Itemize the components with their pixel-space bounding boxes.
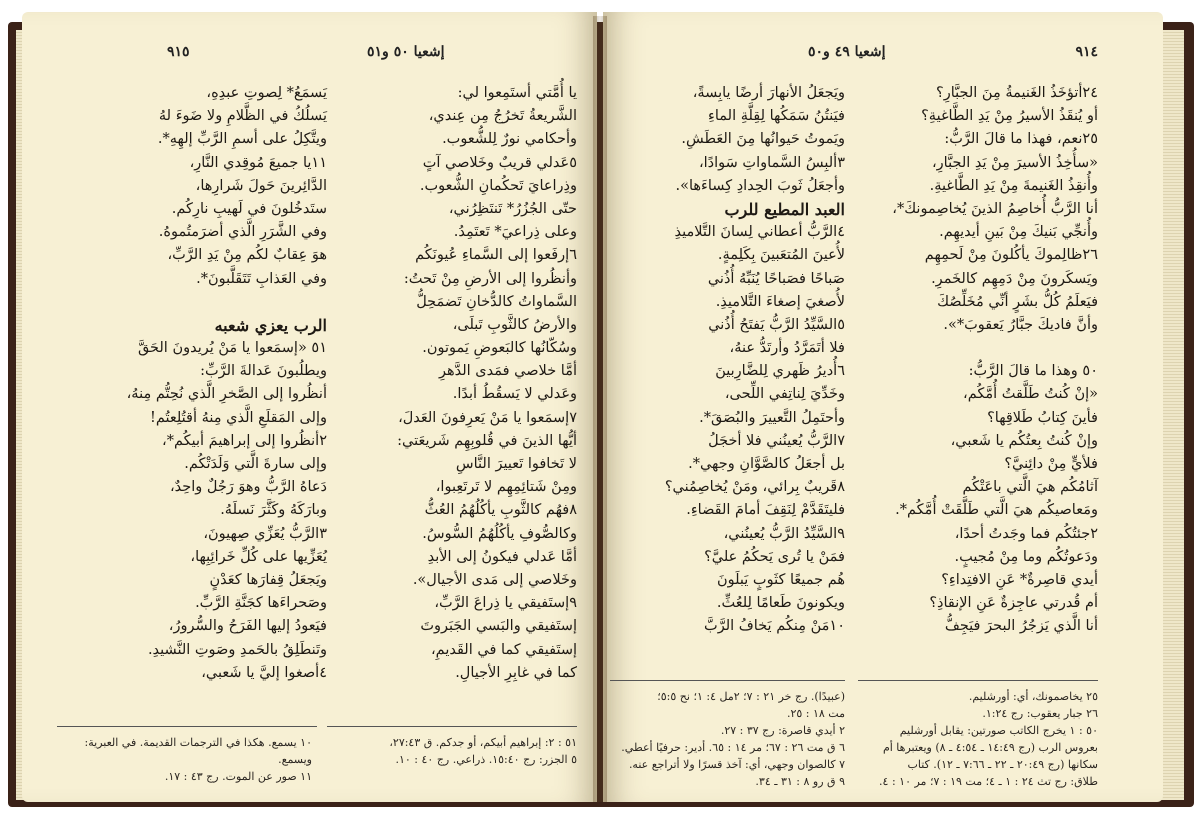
footnote-line: ٦ ق مت ٢٦ : ٦٧؛ مر ١٤ : ٦٥. أدير: حرفيًا أعطي. [621,741,845,754]
verse-line: إستَفيقي والبَسي الجَبَروتَ [420,618,577,635]
verse-line: وفي العَذابِ تَتَقَلَّبونَ*. [196,270,327,287]
verse-line: ٣الرَّبُّ يُعَزِّي صِهيونَ، [203,525,327,542]
verse-line: فمَنْ يا تُرى يَحكُمُ عليَّ؟ [704,548,845,565]
verse-line: دَعاهُ الرَّبُّ وهوَ رَجُلٌ واحِدٌ، [169,479,327,496]
text-column-left [665,82,845,639]
verse-line: أمَّا عَدلي فيكونُ إلى الأبدِ [427,548,577,565]
text-column-left [127,82,327,685]
verse-line: فيَعودُ إليها الفَرَحُ والسُّرورُ، [168,618,327,635]
verse-line: ١٠مَنْ مِنكُم يَخافُ الرَّبَّ [704,618,845,635]
verse-line: لا تَخافوا تَعييرَ النَّاسِ [455,456,577,472]
footnote-rule [610,680,845,681]
verse-line: ومِنْ شَتائِمِهِم لا تَرتَعِبوا، [435,479,577,496]
verse-line: أنظُروا إلى الصَّخرِ الَّذي نُحِتُّم مِنهُ، [126,386,327,403]
verse-line: ويتَّكِلُ على أسمِ الرَّبِّ إلهِهِ*. [157,131,327,148]
verse-line: ٥عَدلي قريبٌ وخَلاصي آتٍ [422,154,577,171]
footnote-line: ٢ أيدي قاصرة: رج ٣٧ : ٢٧. [720,724,845,737]
verse-line: يَسمَعُ* لِصوتِ عبدِهِ، [206,85,327,101]
right-page-header [603,44,1163,66]
verse-line: ٢أنظُروا إلى إبراهيمَ أبيكُم*، [162,432,327,449]
verse-line: ٥السَّيِّدُ الرَّبُّ يَفتَحُ أُذُني [708,316,845,333]
page-number: ٩١٥ [167,44,190,60]
verse-line: وصَحراءَها كجَنَّةِ الرَّبِّ. [195,595,327,612]
blank-line [892,337,1098,360]
verse-line: ٢٦ظالِموكَ يأكُلونَ مِنْ لَحمِهِم [924,247,1098,264]
verse-line: ويَسكَرونَ مِنْ دَمِهِم كالخَمرِ. [931,270,1098,287]
footnote-line: ٢٦ جبار يعقوب: رج ١:٢٤. [982,707,1098,720]
verse-line: صَباحًا فصَباحًا يُنَبِّهُ أُذُني [707,270,845,287]
footnotes-right [389,734,577,768]
verse-line: وفي الشَّرَرِ الَّذي أضرَمتُموهُ. [158,224,327,241]
verse-line: ٦إرفَعوا إلى السَّماءِ عُيونَكُم [415,247,577,264]
verse-line: وإلى المَقلَعِ الَّذي مِنهُ أقتُلِعتُم! [150,409,327,426]
verse-line: السَّماواتُ كالدُّخانِ تَضمَحِلُّ [416,293,577,310]
verse-line: وعَدلي لا يَسقُطُ أبدًا. [452,386,577,403]
verse-line: ٧إسمَعوا يا مَنْ يَعرِفونَ العَدلَ، [398,409,577,426]
verse-line: فيَنتُنُ سَمَكُها لِقِلَّةِ الماءِ [708,108,845,125]
section-heading: الرب يعزي شعبه [214,315,327,335]
verse-line: وكالصُّوفِ يأكُلُهُمُ السُّوسُ. [422,525,577,542]
verse-line: هُم جميعًا كثَوبٍ يَبلَونَ [716,571,845,588]
verse-line: ويَموتُ حَيوانُها مِنَ العَطَشِ. [681,131,845,148]
right-page [603,12,1163,802]
verse-line: وأنَّ فاديكَ جبَّارُ يَعقوبَ*». [943,316,1098,333]
verse-line: والأرضُ كالثَّوبِ تَبلَى، [452,316,577,333]
page-number: ٩١٤ [1075,44,1098,60]
text-column-right [892,82,1098,639]
verse-line: الشَّريعةُ تَخرُجُ مِن عِندي، [428,108,577,125]
verse-line: ٢جئتُكُم فما وجَدتُ أحدًا، [954,525,1098,542]
verse-line: لأُعينَ المُتعَبينَ بِكَلِمةٍ. [717,247,845,264]
footnote-line: ويسمع. [278,753,312,766]
verse-line: هوَ عِقابٌ لكُم مِنْ يَدِ الرَّبِّ، [167,247,327,264]
verse-line: وأحكامي نورٌ لِلشُّعوب. [442,131,577,148]
verse-line: ٨فهُم كالثَّوبِ يأكُلُهُمُ العُثُّ [424,502,577,519]
verse-line: فأينَ كِتابُ طَلاقِها؟ [987,409,1098,426]
chapter-start-line: ٥١ «إسمَعوا يا مَنْ يُريدونَ الحَقَّ [137,340,327,357]
verse-line: ومَعاصيكُم هيَ الَّتي طَلَّقَتْ أُمَّكُم*. [895,502,1098,519]
verse-line: وخَلاصي إلى مَدى الأجيال». [412,571,577,588]
verse-line: ٣ألبِسُ السَّماواتِ سَوادًا، [698,154,845,171]
verse-line: وبارَكَهُ وكَثَّرَ نَسلَهُ. [220,502,327,519]
book-gutter [593,16,607,802]
verse-line: وأنظُروا إلى الأرضِ مِنْ تَحتُ: [403,270,577,287]
left-page-header [22,44,597,66]
running-head: إشعيا ٥٠ و٥١ [367,44,445,60]
footnote-line: سكانها (رج ٢٠:٤٩ ـ ٢٢ ـ ٧:٦٦ ـ ١٢). كتاب [907,758,1098,771]
footnotes-left [85,734,312,785]
verse-line: ويكونونَ طَعامًا لِلعُثِّ. [716,595,845,612]
verse-line: ستَدخُلونَ في لَهيبِ نارِكُم. [171,200,327,217]
footnote-line: ٧ كالصوان وجهي، أي: آخذ قسرًا ولا أتراجع عنه. [628,758,845,771]
footnote-line: (عبيدًا). رج خر ٢١ : ٧؛ ٢مل ٤: ١؛ نح ٥:٥؛ [657,690,845,703]
verse-line: حتّى الجُزُرُ* تَنتَظِرُني، [448,200,577,217]
footnote-line: ٥٠ : ١ يخرج الكاتب صورتين: يقابل أورشليم [899,724,1098,737]
footnote-rule [57,726,317,727]
verse-line: أنا الَّذي يَزجُرُ البحرَ فيَجِفُّ [944,618,1098,635]
verse-line: «سأُخِذُ الأسيرَ مِنْ يَدِ الجبَّارِ، [931,154,1098,171]
footnote-line: مت ١٨ : ٢٥. [786,707,845,720]
verse-line: أيُّها الذينَ في قُلوبِهِم شَريعَتي: [397,432,577,449]
left-page [22,12,597,802]
verse-line: ودَعوتُكُم وما مِنْ مُجيبٍ. [954,548,1098,565]
footnote-line: ٩ ق رو ٨ : ٣١ ـ ٣٤. [755,775,845,788]
verse-line: أم قُدرتي عاجِزةٌ عَنِ الإنقاذِ؟ [929,595,1098,612]
verse-line: ويَجعَلُ الأنهارَ أرضًا يابِسةً، [692,85,845,101]
verse-line: يَسلُكُ في الظَّلامِ ولا ضَوءَ لهُ [158,108,327,125]
footnote-line: ٥ الجزر: رج ١٥:٤٠. ذراعي. رج ٤٠ : ١٠. [395,753,577,766]
chapter-start-line: ٥٠ وهذا ما قالَ الرَّبُّ: [968,363,1098,380]
verse-line: فيَعلَمُ كُلُّ بشَرٍ أنِّي مُخَلِّصُكَ [937,293,1098,310]
verse-line: ٦أُديرُ ظَهري لِلضَّارِبينَ [715,363,845,380]
footnote-line: ١١ صور عن الموت. رج ٤٣ : ١٧. [164,770,312,783]
verse-line: ٨قَريبٌ بِرائي، ومَنْ يُخاصِمُني؟ [664,479,845,496]
verse-line: فلأيٍّ مِنْ دائِنيَّ؟ [1004,456,1098,472]
footnote-line: ٥١ : ٢: إبراهيم أبيكم، أو جدكم. ق ٢٧:٤٣، [389,736,577,749]
verse-line: آثامُكُم هيَ الَّتي باعَتْكُم [962,479,1098,496]
verse-line: ٩السَّيِّدُ الرَّبُّ يُعينُني، [723,525,845,542]
verse-line: كما في غابِرِ الأجيالِ. [455,664,577,681]
verse-line: وأُنقِذُ الغَنيمةَ مِنْ يَدِ الطَّاغيةِ. [929,177,1098,194]
verse-line: وإنْ كُنتُ بِعتُكُم يا شَعبي، [950,432,1098,449]
verse-line: وسُكّانُها كالبَعوضِ يَموتون. [422,340,577,357]
verse-line: أيدي قاصِرةٌ* عَنِ الافتِداءِ؟ [941,571,1098,588]
verse-line: أمَّا خلاصي فمَدى الدَّهرِ [438,363,577,380]
verse-line: وإلى سارةَ الَّتي وَلَدَتْكُم. [184,456,327,472]
verse-line: لأُصغيَ إصغاءَ التَّلاميذِ. [715,293,845,310]
verse-line: وذِراعايَ تَحكُمانِ الشُّعوب. [419,177,577,194]
verse-line: بل أجعَلُ كالصَّوَّانِ وجهي*. [688,456,845,472]
verse-line: ٧الرَّبُّ يُعينُني فلا أخجَلُ [708,432,845,449]
section-heading: العبد المطيع للرب [724,199,845,219]
running-head: إشعيا ٤٩ و٥٠ [808,44,886,60]
footnote-rule [327,726,577,727]
verse-line: فلا أتَمَرَّدُ وأرتَدُّ عنهُ، [729,340,845,357]
verse-line: وأحتَمِلُ التَّعييرَ والبُصَقَ*. [699,409,845,426]
footnote-line: ١٠ يسمع. هكذا في الترجمات القديمة. في العبرية: [84,736,312,749]
verse-line: ويَجعَلُ قِفارَها كعَدْنٍ [209,571,327,588]
verse-line: ٢٤أتؤخَذُ الغَنيمةُ مِنَ الجبَّارِ؟ [936,85,1098,101]
footnote-line: طلاق: رج تث ٢٤ : ١ ـ ٤؛ مت ١٩ : ٧؛ مر ١٠ : ٤. [879,775,1098,788]
footnotes-left [621,688,845,790]
verse-line: «إنْ كُنتُ طَلَّقتُ أُمَّكُم، [963,386,1098,403]
verse-line: يُعَزِّيها على كُلِّ خَرائِبِها، [190,548,327,565]
verse-line: فليتَقَدَّمْ لِنَقِفَ أمامَ القَضاءِ. [686,502,845,519]
verse-line: وأُنجِّي بَنيكَ مِنْ بَينِ أيديهِم. [939,224,1098,241]
verse-line: ويطلُبونَ عَدالةَ الرَّبِّ: [200,363,327,380]
text-column-right [397,82,577,685]
footnotes-right [879,688,1098,790]
verse-line: أنا الرَّبُّ أُخاصِمُ الذينَ يُخاصِمونكَ*، [892,200,1098,217]
blank-line [127,291,327,314]
verse-line: ١١يا جميعَ مُوقِدي النَّارِ، [189,154,327,171]
verse-line: وخَدِّيَ لِناتِفي اللِّحى، [724,386,845,403]
verse-line: وتَنطَلِقُ بالحَمدِ وصَوتِ النَّشيدِ. [147,641,327,658]
footnote-rule [858,680,1098,681]
verse-line: الدَّائِرينَ حَولَ شَرارِها، [195,177,327,194]
verse-line: أو يُنقَذُ الأسيرُ مِنْ يَدِ الطَّاغيةِ؟ [921,108,1098,125]
verse-line: وأجعَلُ ثَوبَ الحِدادِ كِساءَها». [675,177,845,194]
verse-line: إستَفيقي كما في القَديمِ، [431,641,577,658]
footnote-line: بعروس الرب (رج ١٤:٤٩ ـ ٤:٥٤ ـ ٨) ويعتبرها أم [882,741,1098,754]
verse-line: وعلى ذِراعيَ* تَعتَمِدُ. [453,224,577,241]
verse-line: ٢٥نعم، فهذا ما قالَ الرَّبُّ: [944,131,1098,148]
verse-line: يا أُمَّتي أستَمِعوا لي: [457,85,577,101]
footnote-line: ٢٥ يخاصمونك، أي: أورشليم. [968,690,1098,703]
verse-line: ٩إستَفيقي يا ذِراعَ الرَّبِّ، [434,595,577,612]
verse-line: ٤الرَّبُّ أعطاني لِسانَ التَّلاميذِ [674,224,845,241]
verse-line: ٤أصغوا إليَّ يا شَعبي، [201,664,327,681]
